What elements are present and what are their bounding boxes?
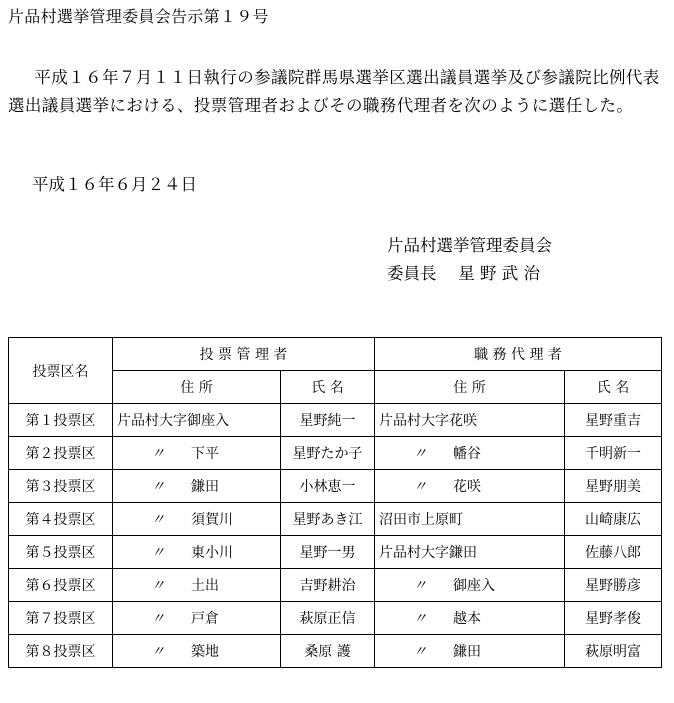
issuer-block: [387, 232, 552, 288]
manager-address-cell: [113, 536, 281, 569]
table-row: [9, 437, 662, 470]
deputy-name-cell: 山崎康広: [565, 503, 662, 536]
deputy-address-cell: [375, 635, 565, 668]
deputy-address: 越本: [453, 611, 481, 627]
ditto-mark: 〃: [413, 479, 427, 495]
assignment-table: [8, 337, 662, 668]
ditto-mark: 〃: [413, 446, 427, 462]
header-deputy-address: 住 所: [375, 371, 565, 404]
manager-address: 須賀川: [191, 512, 233, 528]
issuer-name: 片品村選挙管理委員会: [387, 236, 552, 255]
manager-address-cell: [113, 602, 281, 635]
table-row: [9, 602, 662, 635]
manager-name-cell: 萩原正信: [281, 602, 375, 635]
table-row: [9, 404, 662, 437]
ditto-mark: 〃: [151, 578, 165, 594]
ditto-mark: 〃: [413, 611, 427, 627]
header-deputy-name: 氏 名: [565, 371, 662, 404]
district-cell: 第５投票区: [9, 536, 113, 569]
table-row: [9, 503, 662, 536]
deputy-address-cell: [375, 437, 565, 470]
deputy-name-cell: 萩原明富: [565, 635, 662, 668]
deputy-address-cell: [375, 470, 565, 503]
manager-name-cell: 桑原 護: [281, 635, 375, 668]
manager-address-cell: [113, 635, 281, 668]
manager-address: 戸倉: [191, 611, 219, 627]
district-cell: 第７投票区: [9, 602, 113, 635]
notice-title: 片品村選挙管理委員会告示第１９号: [8, 7, 269, 26]
manager-address-cell: [113, 569, 281, 602]
manager-name-cell: 星野純一: [281, 404, 375, 437]
header-row-top: [9, 338, 662, 371]
notice-body: 平成１６年７月１１日執行の参議院群馬県選挙区選出議員選挙及び参議院比例代表選出議員選挙における、投票管理者およびその職務代理者を次のように選任した。: [8, 68, 660, 115]
header-district: 投票区名: [9, 338, 113, 404]
deputy-address-cell: [375, 602, 565, 635]
district-cell: 第８投票区: [9, 635, 113, 668]
deputy-name-cell: 星野朋美: [565, 470, 662, 503]
manager-address: 東小川: [191, 545, 233, 561]
manager-name-cell: 星野一男: [281, 536, 375, 569]
manager-address: 土出: [191, 578, 219, 594]
chair-title: 委員長: [387, 264, 437, 283]
manager-name-cell: 小林恵一: [281, 470, 375, 503]
deputy-name-cell: 星野勝彦: [565, 569, 662, 602]
manager-name-cell: 星野たか子: [281, 437, 375, 470]
table-row: [9, 569, 662, 602]
ditto-mark: 〃: [151, 479, 165, 495]
deputy-address-cell: 片品村大字花咲: [375, 404, 565, 437]
manager-name-cell: 星野あき江: [281, 503, 375, 536]
manager-address-cell: [113, 437, 281, 470]
table-row: [9, 470, 662, 503]
manager-address: 下平: [191, 446, 219, 462]
manager-address: 鎌田: [191, 479, 219, 495]
header-deputy: 職 務 代 理 者: [375, 338, 662, 371]
deputy-address: 御座入: [453, 578, 495, 594]
district-cell: 第１投票区: [9, 404, 113, 437]
deputy-name-cell: 星野孝俊: [565, 602, 662, 635]
manager-name-cell: 吉野耕治: [281, 569, 375, 602]
deputy-address: 鎌田: [453, 644, 481, 660]
ditto-mark: 〃: [413, 578, 427, 594]
ditto-mark: 〃: [151, 545, 165, 561]
header-manager-address: 住 所: [113, 371, 281, 404]
manager-address: 築地: [191, 644, 219, 660]
notice-date: 平成１６年６月２４日: [32, 175, 197, 194]
deputy-address: 幡谷: [453, 446, 481, 462]
deputy-name-cell: 星野重吉: [565, 404, 662, 437]
ditto-mark: 〃: [151, 611, 165, 627]
manager-address-cell: 片品村大字御座入: [113, 404, 281, 437]
manager-address-cell: [113, 503, 281, 536]
district-cell: 第３投票区: [9, 470, 113, 503]
district-cell: 第４投票区: [9, 503, 113, 536]
manager-address-cell: [113, 470, 281, 503]
ditto-mark: 〃: [151, 644, 165, 660]
table-row: [9, 635, 662, 668]
ditto-mark: 〃: [413, 644, 427, 660]
deputy-name-cell: 千明新一: [565, 437, 662, 470]
table-body: [9, 404, 662, 668]
deputy-name-cell: 佐藤八郎: [565, 536, 662, 569]
deputy-address: 花咲: [453, 479, 481, 495]
district-cell: 第６投票区: [9, 569, 113, 602]
district-cell: 第２投票区: [9, 437, 113, 470]
chair-name: 星 野 武 治: [458, 264, 540, 283]
header-manager: 投 票 管 理 者: [113, 338, 375, 371]
chair-line: [387, 260, 552, 288]
deputy-address-cell: 片品村大字鎌田: [375, 536, 565, 569]
deputy-address-cell: 沼田市上原町: [375, 503, 565, 536]
ditto-mark: 〃: [151, 512, 165, 528]
header-manager-name: 氏 名: [281, 371, 375, 404]
ditto-mark: 〃: [151, 446, 165, 462]
deputy-address-cell: [375, 569, 565, 602]
table-row: [9, 536, 662, 569]
